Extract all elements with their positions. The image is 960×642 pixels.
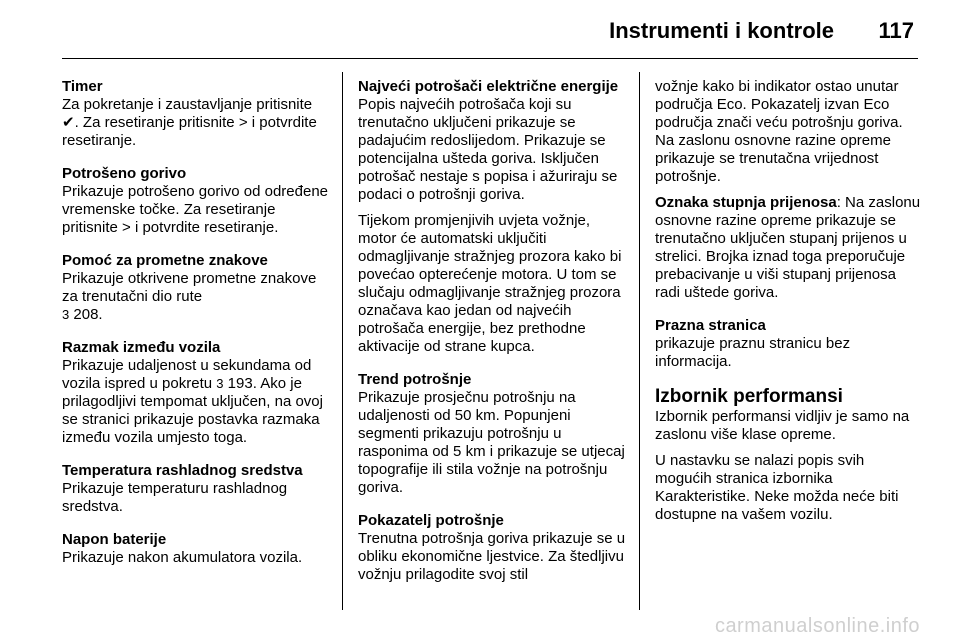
text: i potvrdite resetiranje. — [62, 114, 317, 149]
section-title: Pokazatelj potrošnje — [358, 512, 504, 529]
page-header — [0, 0, 960, 62]
paragraph: Tijekom promjenjivih uvjeta vožnje, motor će automatski uključiti odmagljivanje stražnjeg prozora kako bi povećao opterećenje motora. U tom se slučaju odmagljivanje stražnjeg prozora označava kao jedan od najvećih potrošača energije, bez prethodne aktivacije od strane kupca. — [358, 212, 622, 355]
paragraph: vožnje kako bi indikator ostao unutar područja Eco. Pokazatelj izvan Eco područja znači veću potrošnju goriva. Na zaslonu osnovne razine opreme prikazuje se trenutačna vrijednost potrošnje. — [655, 78, 903, 185]
text: . Za resetiranje pritisnite — [74, 114, 235, 131]
section-text: Prikazuje nakon akumulatora vozila. — [62, 549, 303, 566]
section-empty-page — [655, 317, 923, 371]
paragraph: U nastavku se nalazi popis svih mogućih stranica izbornika Karakteristike. Neke možda neće biti dostupne na vašem vozilu. — [655, 452, 899, 523]
section-coolant — [62, 462, 328, 516]
page-title: Instrumenti i kontrole — [609, 18, 834, 43]
paragraph: Popis najvećih potrošača koji su trenutačno uključeni prikazuje se padajućim redoslijedom. Prikazuje se potencijalna ušteda goriva. Isključen potrošač nestaje s popisa i ažuriraju se podaci o potrošnji goriva. — [358, 96, 618, 203]
section-battery — [62, 531, 328, 567]
section-text: Prikazuje temperaturu rashladnog sredstva. — [62, 480, 288, 515]
text: Ako je prilagodljivi tempomat uključen, na ovoj se stranici prikazuje postavka razmaka između vozila umjesto toga. — [62, 375, 323, 446]
section-traffic-signs — [62, 252, 328, 324]
page-reference[interactable]: 208. — [73, 306, 103, 323]
section-text: Trenutna potrošnja goriva prikazuje se u obliku ekonomične ljestvice. Za štedljivu vožnju prilagodite svoj stil — [358, 530, 626, 583]
watermark: carmanualsonline.info — [714, 615, 920, 637]
section-text — [62, 270, 328, 324]
section-distance — [62, 339, 328, 447]
page-number: 117 — [878, 18, 914, 43]
chapter-title: Izbornik performansi — [655, 386, 843, 407]
column-3 — [655, 78, 923, 539]
section-title: Napon baterije — [62, 531, 167, 548]
section-text — [62, 96, 328, 150]
column-1 — [62, 78, 328, 582]
section-text — [62, 357, 328, 447]
inline-title: Oznaka stupnja prijenosa — [655, 194, 837, 211]
paragraph: Izbornik performansi vidljiv je samo na zaslonu više klase opreme. — [655, 408, 910, 443]
section-title: Trend potrošnje — [358, 371, 472, 388]
text: i potvrdite resetiranje. — [134, 219, 279, 236]
text: Prikazuje otkrivene prometne znakove za trenutačni dio rute — [62, 270, 317, 305]
chevron-right-icon: > — [122, 219, 131, 236]
section-trend — [358, 371, 628, 497]
page-reference-icon: 3 — [216, 376, 224, 391]
section-performance — [655, 386, 923, 524]
section-title: Razmak između vozila — [62, 339, 221, 356]
section-text: Prikazuje prosječnu potrošnju na udaljenosti od 50 km. Popunjeni segmenti prikazuju potrošnju u rasponima od 5 km i prikazuje se utjecaj topografije ili stila vožnje na potrošnju goriva. — [358, 389, 625, 496]
column-divider-1 — [342, 72, 343, 610]
text: Prikazuje udaljenost u sekundama od vozila ispred u pokretu — [62, 357, 312, 392]
chevron-right-icon: > — [238, 114, 248, 131]
section-indicator — [358, 512, 628, 584]
section-title: Temperatura rashladnog sredstva — [62, 462, 303, 479]
section-timer — [62, 78, 328, 150]
section-title: Najveći potrošači električne energije — [358, 78, 619, 95]
section-text — [62, 183, 328, 237]
section-text: prikazuje praznu stranicu bez informacija. — [655, 335, 851, 370]
page-reference[interactable]: 193. — [227, 375, 257, 392]
column-divider-2 — [639, 72, 640, 610]
section-title: Potrošeno gorivo — [62, 165, 187, 182]
checkmark-icon: ✔ — [62, 114, 75, 131]
section-consumers — [358, 78, 628, 356]
text: Prikazuje potrošeno gorivo od određene vremenske točke. Za resetiranje pritisnite — [62, 183, 329, 236]
section-gear — [655, 194, 923, 302]
section-fuel-used — [62, 165, 328, 237]
column-2 — [358, 78, 628, 599]
section-title: Pomoć za prometne znakove — [62, 252, 268, 269]
header-divider — [62, 58, 918, 59]
text: Za pokretanje i zaustavljanje pritisnite — [62, 96, 313, 113]
page-reference-icon: 3 — [62, 307, 70, 322]
section-title: Timer — [62, 78, 103, 95]
section-text: : Na zaslonu osnovne razine opreme prikazuje se trenutačno uključen stupanj prijenos u strelici. Brojka iznad toga preporučuje prebacivanje u viši stupanj prijenosa radi uštede goriva. — [655, 194, 921, 301]
section-title: Prazna stranica — [655, 317, 766, 334]
